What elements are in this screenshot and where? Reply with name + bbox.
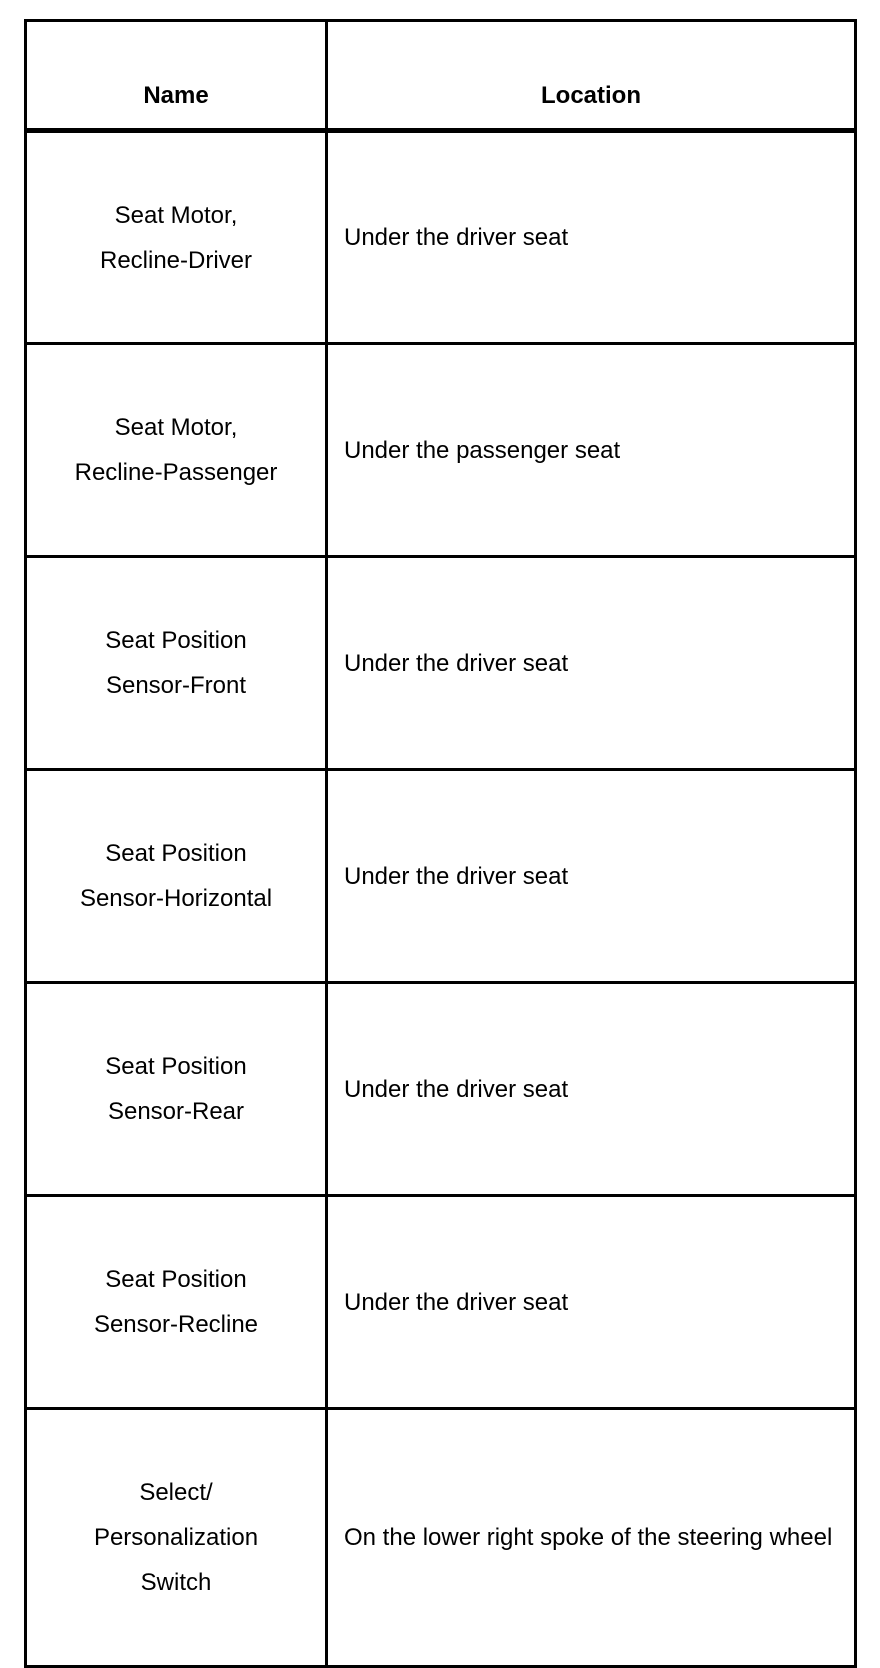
component-name-cell: Select/ Personalization Switch: [26, 1409, 327, 1667]
component-name-cell: Seat Position Sensor-Recline: [26, 1196, 327, 1409]
component-name-cell: Seat Position Sensor-Front: [26, 557, 327, 770]
table-row: [26, 131, 856, 344]
table-row: [26, 1409, 856, 1667]
location-column-header: Location: [327, 21, 856, 131]
component-name-cell: Seat Motor, Recline-Driver: [26, 131, 327, 344]
component-location-cell: Under the driver seat: [327, 557, 856, 770]
table-row: [26, 344, 856, 557]
component-location-cell: Under the driver seat: [327, 983, 856, 1196]
component-name-cell: Seat Motor, Recline-Passenger: [26, 344, 327, 557]
component-name-cell: Seat Position Sensor-Rear: [26, 983, 327, 1196]
component-location-cell: Under the driver seat: [327, 131, 856, 344]
component-location-cell: Under the passenger seat: [327, 344, 856, 557]
component-location-cell: Under the driver seat: [327, 1196, 856, 1409]
component-location-cell: On the lower right spoke of the steering wheel: [327, 1409, 856, 1667]
component-location-cell: Under the driver seat: [327, 770, 856, 983]
table-row: [26, 770, 856, 983]
table-row: [26, 1196, 856, 1409]
component-name-cell: Seat Position Sensor-Horizontal: [26, 770, 327, 983]
name-column-header: Name: [26, 21, 327, 131]
table-row: [26, 557, 856, 770]
table-header-row: [26, 21, 856, 131]
table-row: [26, 983, 856, 1196]
component-location-table: [24, 19, 857, 1668]
